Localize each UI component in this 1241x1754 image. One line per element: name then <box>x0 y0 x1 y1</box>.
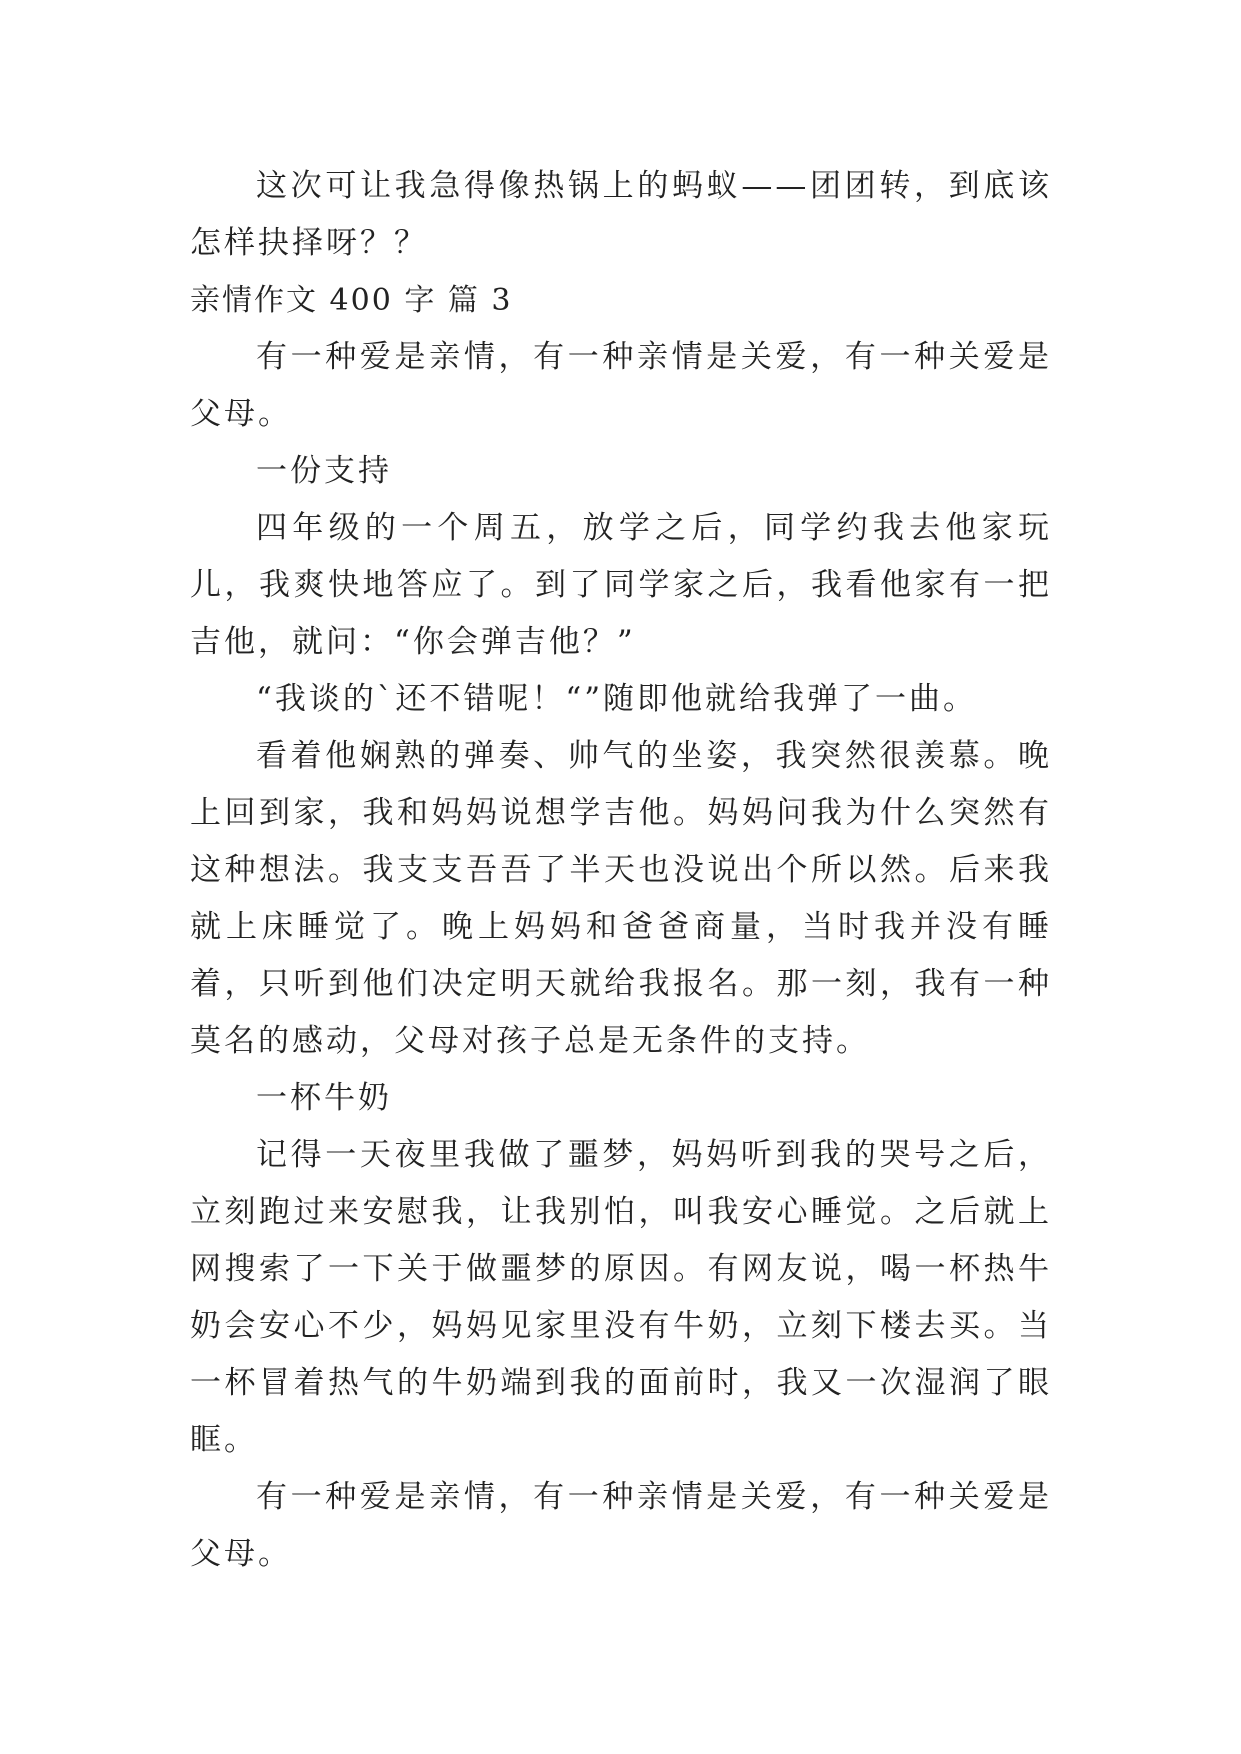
subheading-support: 一份支持 <box>256 453 392 489</box>
paragraph-closing: 有一种爱是亲情，有一种亲情是关爱，有一种关爱是父母。 <box>190 1479 1052 1572</box>
paragraph-opening: 有一种爱是亲情，有一种亲情是关爱，有一种关爱是父母。 <box>190 339 1052 432</box>
paragraph-guitar-decision: 看着他娴熟的弹奏、帅气的坐姿，我突然很羡慕。晚上回到家，我和妈妈说想学吉他。妈妈问我为什么突然有这种想法。我支支吾吾了半天也没说出个所以然。后来我就上床睡觉了。晚上妈妈和爸爸商量，当时我并没有睡着，只听到他们决定明天就给我报名。那一刻，我有一种莫名的感动，父母对孩子总是无条件的支持。 <box>190 738 1052 1059</box>
paragraph-nightmare: 记得一天夜里我做了噩梦，妈妈听到我的哭号之后，立刻跑过来安慰我，让我别怕，叫我安心睡觉。之后就上网搜索了一下关于做噩梦的原因。有网友说，喝一杯热牛奶会安心不少，妈妈见家里没有牛奶，立刻下楼去买。当一杯冒着热气的牛奶端到我的面前时，我又一次湿润了眼眶。 <box>190 1137 1052 1458</box>
subheading-milk: 一杯牛奶 <box>256 1080 392 1116</box>
paragraph-friday-visit: 四年级的一个周五，放学之后，同学约我去他家玩儿，我爽快地答应了。到了同学家之后，我看他家有一把吉他，就问：“你会弹吉他？” <box>190 510 1052 660</box>
document-body <box>190 158 1052 1583</box>
paragraph-friend-reply: “我谈的`还不错呢！“”随即他就给我弹了一曲。 <box>256 681 978 717</box>
section-heading: 亲情作文 400 字 篇 3 <box>190 283 513 318</box>
paragraph-continuation: 这次可让我急得像热锅上的蚂蚁——团团转，到底该怎样抉择呀？？ <box>190 168 1052 261</box>
